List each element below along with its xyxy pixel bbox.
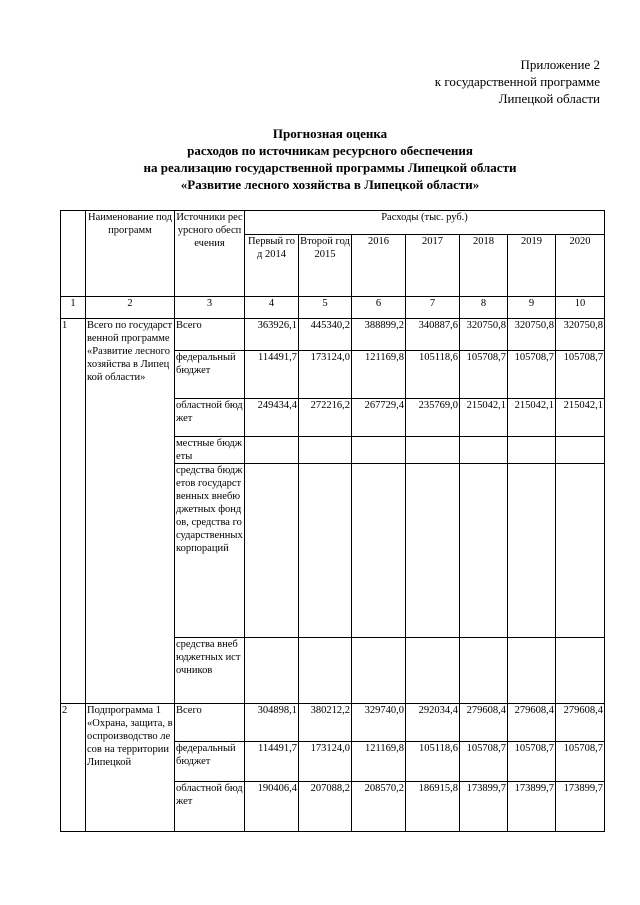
row-number: 2 xyxy=(61,704,86,832)
expense-value: 320750,8 xyxy=(508,319,556,351)
expense-value: 292034,4 xyxy=(406,704,460,742)
expense-value xyxy=(460,464,508,638)
header-empty-cell xyxy=(61,211,86,297)
expense-value: 380212,2 xyxy=(299,704,352,742)
appendix-line: Липецкой области xyxy=(498,91,600,106)
expense-value: 105708,7 xyxy=(508,351,556,399)
column-number: 8 xyxy=(460,297,508,319)
expense-value xyxy=(299,437,352,464)
funding-source: федеральный бюджет xyxy=(175,351,245,399)
funding-source: местные бюджеты xyxy=(175,437,245,464)
expense-value: 105708,7 xyxy=(556,351,605,399)
expense-value: 272216,2 xyxy=(299,399,352,437)
expense-value: 388899,2 xyxy=(352,319,406,351)
expense-value: 173124,0 xyxy=(299,351,352,399)
title-line: Прогнозная оценка xyxy=(272,126,388,141)
expense-value: 215042,1 xyxy=(460,399,508,437)
title-line: на реализацию государственной программы Липецкой области xyxy=(143,160,517,175)
column-number: 10 xyxy=(556,297,605,319)
column-number: 4 xyxy=(245,297,299,319)
expense-value: 121169,8 xyxy=(352,742,406,782)
expense-value xyxy=(352,638,406,704)
expense-value xyxy=(299,464,352,638)
header-expenses: Расходы (тыс. руб.) xyxy=(245,211,605,235)
expense-value: 190406,4 xyxy=(245,782,299,832)
expense-value: 267729,4 xyxy=(352,399,406,437)
table-row xyxy=(61,319,605,351)
expense-value xyxy=(352,464,406,638)
title-line: «Развитие лесного хозяйства в Липецкой области» xyxy=(180,177,480,192)
expense-value: 207088,2 xyxy=(299,782,352,832)
column-number: 3 xyxy=(175,297,245,319)
expense-value: 121169,8 xyxy=(352,351,406,399)
expense-value xyxy=(406,464,460,638)
expense-value: 249434,4 xyxy=(245,399,299,437)
program-name: Всего по государственной программе «Развитие лесного хозяйства в Липецкой области» xyxy=(86,319,175,704)
expense-value xyxy=(245,437,299,464)
expense-value: 340887,6 xyxy=(406,319,460,351)
header-year: 2020 xyxy=(556,235,605,297)
header-source: Источники ресурсного обеспечения xyxy=(175,211,245,297)
column-number: 2 xyxy=(86,297,175,319)
expense-value: 173899,7 xyxy=(460,782,508,832)
funding-source: Всего xyxy=(175,319,245,351)
appendix-line: Приложение 2 xyxy=(520,57,600,72)
column-numbers-row xyxy=(61,297,605,319)
column-number: 9 xyxy=(508,297,556,319)
appendix-line: к государственной программе xyxy=(434,74,600,89)
expense-value xyxy=(460,638,508,704)
expense-value: 279608,4 xyxy=(460,704,508,742)
expense-value: 279608,4 xyxy=(556,704,605,742)
funding-source: областной бюджет xyxy=(175,399,245,437)
expense-value xyxy=(245,638,299,704)
expense-value: 105708,7 xyxy=(460,351,508,399)
expense-value: 320750,8 xyxy=(556,319,605,351)
header-year: Второй год 2015 xyxy=(299,235,352,297)
appendix-note xyxy=(340,56,600,107)
expense-value xyxy=(406,437,460,464)
expense-value xyxy=(508,437,556,464)
expense-value xyxy=(556,437,605,464)
header-year: 2016 xyxy=(352,235,406,297)
expense-value: 208570,2 xyxy=(352,782,406,832)
document-title xyxy=(60,125,600,193)
expense-value: 105708,7 xyxy=(508,742,556,782)
expenses-table xyxy=(60,210,605,832)
program-name: Подпрограмма 1 «Охрана, защита, воспроизводство лесов на территории Липецкой xyxy=(86,704,175,832)
header-name: Наименование подпрограмм xyxy=(86,211,175,297)
header-year: 2017 xyxy=(406,235,460,297)
column-number: 6 xyxy=(352,297,406,319)
header-year: 2018 xyxy=(460,235,508,297)
expense-value: 363926,1 xyxy=(245,319,299,351)
expense-value: 320750,8 xyxy=(460,319,508,351)
expense-value: 186915,8 xyxy=(406,782,460,832)
funding-source: средства бюджетов государственных внебюджетных фондов, средства государственных корпораций xyxy=(175,464,245,638)
expense-value: 215042,1 xyxy=(556,399,605,437)
title-line: расходов по источникам ресурсного обеспечения xyxy=(187,143,473,158)
expense-value xyxy=(556,638,605,704)
row-number: 1 xyxy=(61,319,86,704)
expense-value xyxy=(352,437,406,464)
column-number: 1 xyxy=(61,297,86,319)
funding-source: средства внебюджетных источников xyxy=(175,638,245,704)
expense-value: 105708,7 xyxy=(556,742,605,782)
header-year: 2019 xyxy=(508,235,556,297)
expense-value xyxy=(245,464,299,638)
expense-value: 105118,6 xyxy=(406,351,460,399)
funding-source: областной бюджет xyxy=(175,782,245,832)
table-row xyxy=(61,704,605,742)
expense-value: 173899,7 xyxy=(508,782,556,832)
expense-value: 114491,7 xyxy=(245,351,299,399)
expense-value xyxy=(556,464,605,638)
expense-value: 329740,0 xyxy=(352,704,406,742)
expense-value: 235769,0 xyxy=(406,399,460,437)
expense-value xyxy=(460,437,508,464)
column-number: 7 xyxy=(406,297,460,319)
expense-value: 279608,4 xyxy=(508,704,556,742)
expense-value: 105118,6 xyxy=(406,742,460,782)
expense-value: 173899,7 xyxy=(556,782,605,832)
funding-source: федеральный бюджет xyxy=(175,742,245,782)
expense-value: 105708,7 xyxy=(460,742,508,782)
expense-value: 173124,0 xyxy=(299,742,352,782)
expense-value xyxy=(508,638,556,704)
funding-source: Всего xyxy=(175,704,245,742)
expense-value xyxy=(508,464,556,638)
expense-value: 215042,1 xyxy=(508,399,556,437)
header-year: Первый год 2014 xyxy=(245,235,299,297)
expense-value: 304898,1 xyxy=(245,704,299,742)
column-number: 5 xyxy=(299,297,352,319)
expense-value xyxy=(406,638,460,704)
expense-value xyxy=(299,638,352,704)
expense-value: 114491,7 xyxy=(245,742,299,782)
expense-value: 445340,2 xyxy=(299,319,352,351)
